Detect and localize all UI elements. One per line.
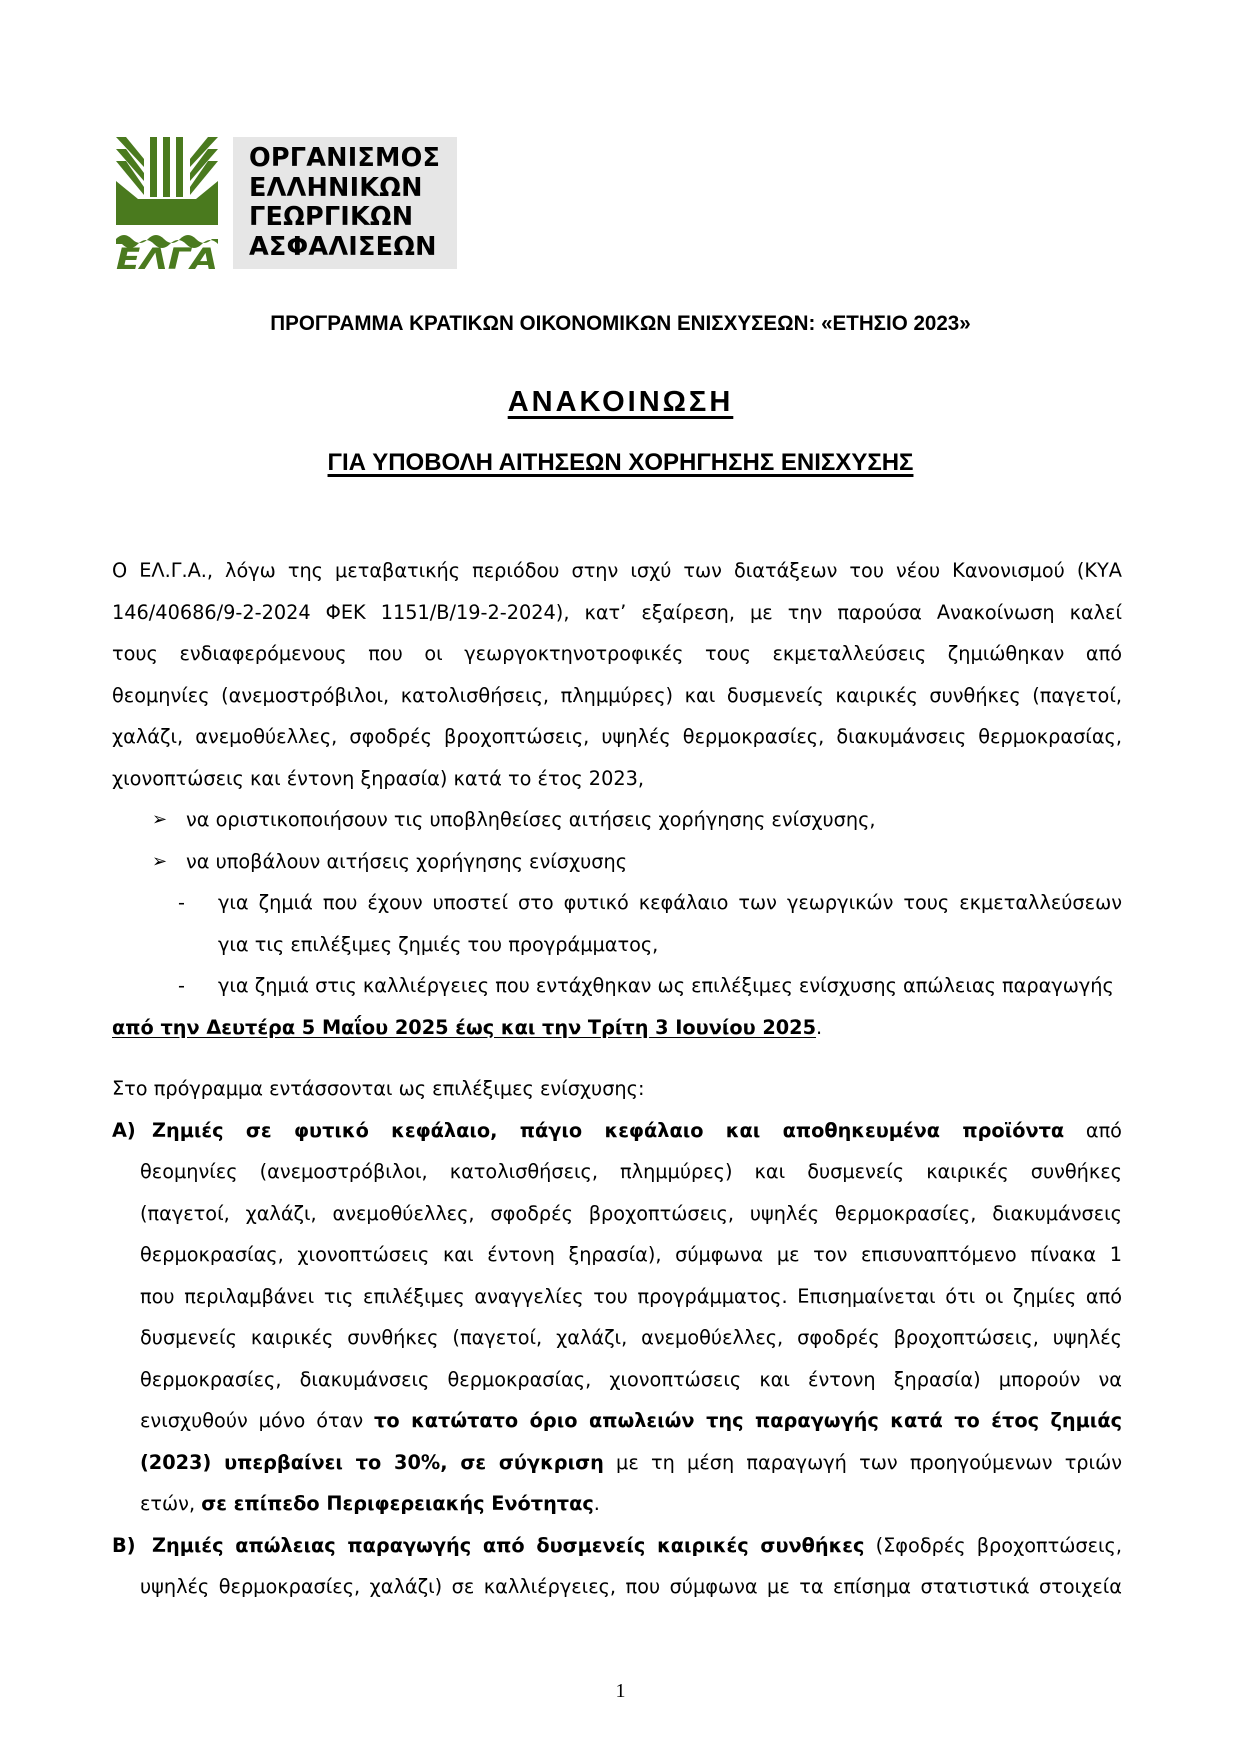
- elga-logo: [116, 137, 441, 269]
- document-body: [112, 550, 1122, 1608]
- item-a-title: Ζημιές σε φυτικό κεφάλαιο, πάγιο κεφάλαιο και αποθηκευμένα προϊόντα: [152, 1118, 1065, 1142]
- intro-line: 146/40686/9-2-2024 ΦΕΚ 1151/Β/19-2-2024), κατ’ εξαίρεση, με την παρούσα Ανακοίνωση καλεί: [112, 600, 1122, 624]
- announcement-title: ΑΝΑΚΟΙΝΩΣΗ: [507, 386, 734, 418]
- item-b-body: [112, 1566, 1122, 1608]
- bullet-item: [112, 799, 1122, 841]
- dash-bullet-icon: -: [178, 974, 185, 997]
- dash-text: για ζημιά που έχουν υποστεί στο φυτικό κεφάλαιο των γεωργικών τους εκμεταλλεύσεων: [218, 891, 1122, 914]
- item-a-line: θερμοκρασίας, χιονοπτώσεις και έντονη ξηρασία), σύμφωνα με τον επισυναπτόμενο πίνακα 1: [140, 1243, 1122, 1266]
- item-a-line: θεομηνίες (ανεμοστρόβιλοι, κατολισθήσεις, πλημμύρες) και δυσμενείς καιρικές συνθήκες: [140, 1160, 1122, 1183]
- dash-bullet-icon: -: [178, 891, 185, 914]
- item-b-title: Ζημιές απώλειας παραγωγής από δυσμενείς καιρικές συνθήκες: [152, 1533, 865, 1557]
- logo-line: ΑΣΦΑΛΙΣΕΩΝ: [249, 231, 437, 262]
- page-number: 1: [615, 1680, 626, 1702]
- item-a-line: που περιλαμβάνει τις επιλέξιμες αναγγελίες του προγράμματος. Επισημαίνεται ότι οι ζημίες από: [140, 1284, 1122, 1308]
- item-a-line: (2023) υπερβαίνει το 30%, σε σύγκριση με τη μέση παραγωγή των προηγούμενων τριών: [140, 1450, 1122, 1474]
- dash-text-continued: για τις επιλέξιμες ζημιές του προγράμματος,: [218, 932, 659, 956]
- announcement-subtitle: ΓΙΑ ΥΠΟΒΟΛΗ ΑΙΤΗΣΕΩΝ ΧΟΡΗΓΗΣΗΣ ΕΝΙΣΧΥΣΗΣ: [327, 449, 914, 476]
- loss-threshold-text: (2023) υπερβαίνει το 30%, σε σύγκριση: [140, 1450, 604, 1474]
- item-a-line: ενισχυθούν μόνο όταν το κατώτατο όριο απωλειών της παραγωγής κατά το έτος ζημιάς: [140, 1409, 1122, 1432]
- program-title: ΠΡΟΓΡΑΜΜΑ ΚΡΑΤΙΚΩΝ ΟΙΚΟΝΟΜΙΚΩΝ ΕΝΙΣΧΥΣΕΩΝ: «ΕΤΗΣΙΟ 2023»: [270, 312, 971, 335]
- deadline-dates: από την Δευτέρα 5 Μαΐου 2025 έως και την Τρίτη 3 Ιουνίου 2025: [112, 1015, 816, 1039]
- item-a-heading: Α) Ζημιές σε φυτικό κεφάλαιο, πάγιο κεφάλαιο και αποθηκευμένα προϊόντα από: [112, 1110, 1122, 1152]
- svg-text:ΕΛΓΑ: ΕΛΓΑ: [116, 242, 218, 269]
- intro-line: θεομηνίες (ανεμοστρόβιλοι, κατολισθήσεις, πλημμύρες) και δυσμενείς καιρικές συνθήκες (παγετοί,: [112, 683, 1122, 707]
- dash-item: [112, 965, 1122, 1007]
- elga-emblem-icon: [116, 137, 218, 269]
- intro-line: τους ενδιαφερόμενους που οι γεωργοκτηνοτροφικές τους εκμεταλλεύσεις ζημιώθηκαν από: [112, 642, 1122, 665]
- bullet-item: [112, 841, 1122, 883]
- logo-line: ΟΡΓΑΝΙΣΜΟΣ: [249, 143, 441, 173]
- regional-level-text: σε επίπεδο Περιφερειακής Ενότητας: [201, 1492, 594, 1515]
- item-a-line: δυσμενείς καιρικές συνθήκες (παγετοί, χαλάζι, ανεμοθύελλες, σφοδρές βροχοπτώσεις, υψηλές: [140, 1326, 1122, 1349]
- bullet-text: να υποβάλουν αιτήσεις χορήγησης ενίσχυσης: [186, 849, 628, 873]
- arrowhead-bullet-icon: ➢: [152, 809, 168, 830]
- intro-line: χαλάζι, ανεμοθύελλες, σφοδρές βροχοπτώσεις, υψηλές θερμοκρασίες, διακυμάνσεις θερμοκρασίας,: [112, 725, 1122, 748]
- item-a-line: (παγετοί, χαλάζι, ανεμοθύελλες, σφοδρές βροχοπτώσεις, υψηλές θερμοκρασίες, διακυμάνσεις: [140, 1201, 1122, 1225]
- logo-line: ΓΕΩΡΓΙΚΩΝ: [249, 202, 414, 232]
- arrowhead-bullet-icon: ➢: [152, 850, 168, 872]
- deadline-line: από την Δευτέρα 5 Μαΐου 2025 έως και την Τρίτη 3 Ιουνίου 2025.: [112, 1015, 823, 1039]
- item-a-line: ετών, σε επίπεδο Περιφερειακής Ενότητας.: [140, 1492, 600, 1515]
- item-b-line: υψηλές θερμοκρασίες, χαλάζι) σε καλλιέργειες, που σύμφωνα με τα επίσημα στατιστικά στοιχεία: [140, 1575, 1122, 1598]
- intro-line: χιονοπτώσεις και έντονη ξηρασία) κατά το έτος 2023,: [112, 766, 644, 790]
- item-b-heading: Β) Ζημιές απώλειας παραγωγής από δυσμενείς καιρικές συνθήκες (Σφοδρές βροχοπτώσεις,: [112, 1525, 1122, 1567]
- dash-text: για ζημιά στις καλλιέργειες που εντάχθηκαν ως επιλέξιμες ενίσχυσης απώλειας παραγωγής: [218, 974, 1114, 997]
- item-a-label: Α): [112, 1118, 136, 1142]
- intro-line: Ο ΕΛ.Γ.Α., λόγω της μεταβατικής περιόδου στην ισχύ των διατάξεων του νέου Κανονισμού (ΚΥΑ: [112, 559, 1122, 582]
- loss-threshold-text: το κατώτατο όριο απωλειών της παραγωγής κατά το έτος ζημιάς: [374, 1409, 1122, 1432]
- item-a-line: θερμοκρασίες, διακυμάνσεις θερμοκρασίας, χιονοπτώσεις και έντονη ξηρασία) μπορούν να: [140, 1367, 1122, 1391]
- bullet-text: να οριστικοποιήσουν τις υποβληθείσες αιτήσεις χορήγησης ενίσχυσης,: [186, 808, 876, 831]
- dash-item: [112, 882, 1122, 924]
- logo-line: ΕΛΛΗΝΙΚΩΝ: [249, 172, 423, 203]
- logo-org-name: [233, 137, 457, 269]
- item-a-body: [112, 1151, 1122, 1525]
- item-b-label: Β): [112, 1533, 136, 1557]
- eligible-intro: Στο πρόγραμμα εντάσσονται ως επιλέξιμες ενίσχυσης:: [112, 1077, 645, 1100]
